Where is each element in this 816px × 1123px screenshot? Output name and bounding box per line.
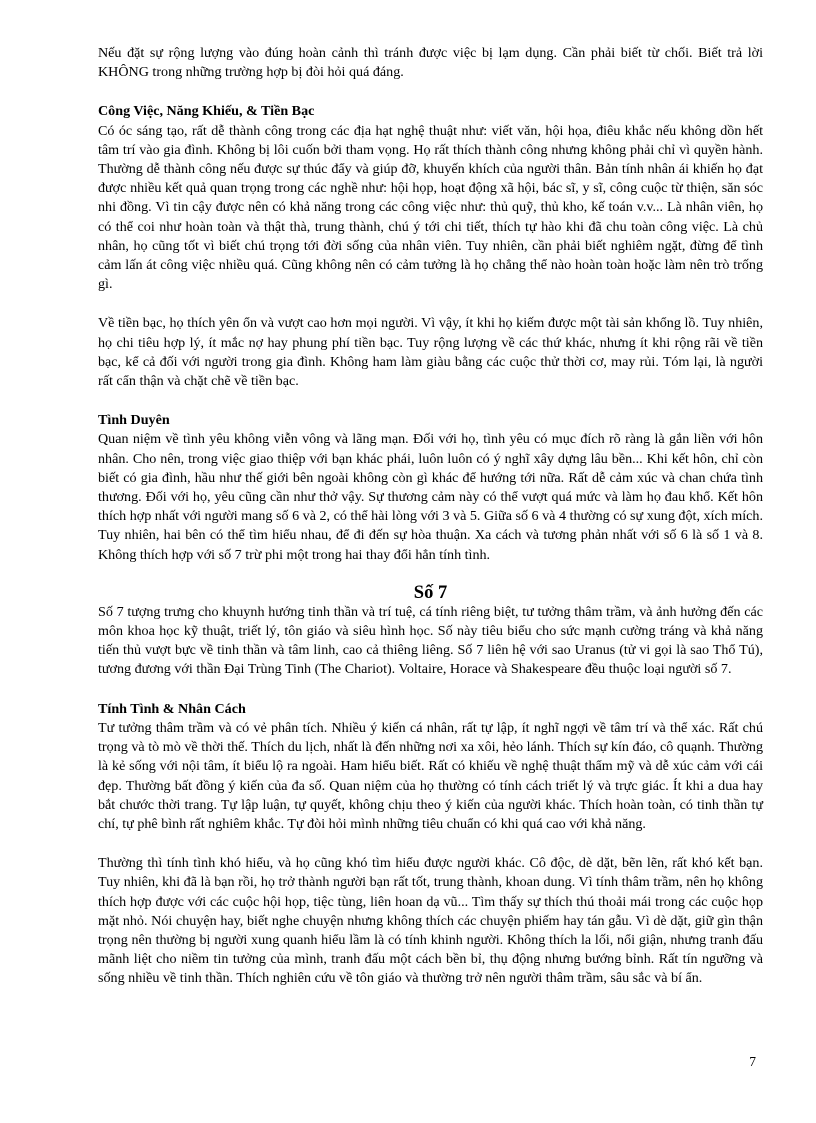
spacer <box>98 294 763 314</box>
spacer <box>98 680 763 700</box>
character-paragraph-2: Thường thì tính tình khó hiểu, và họ cũng khó tìm hiểu được người khác. Cô độc, dè dặt, bẽn lẽn, rất khó kết bạn. Tuy nhiên, khi đã là bạn rồi, họ trở thành người bạn rất tốt, trung thành, khoan dung. Vì tính thâm trầm, nên họ không thích hợp được với các cuộc hội họp, tiệc tùng, liên hoan dạ vũ... Tìm thấy sự thích thú thoải mái trong các cuộc họp mặt nhỏ. Nói chuyện hay, biết nghe chuyện nhưng không thích các chuyện phiếm hay tán gẫu. Vì dè dặt, giữ gìn thận trọng nên thường bị người xung quanh hiểu lầm là có tính khinh người. Không thích la lối, nổi giận, nhưng tranh đấu mãnh liệt cho niềm tin tưởng của mình, tranh đấu một cách bền bỉ, thụ động nhưng bướng bỉnh. Rất tín ngưỡng và sống nhiều về tinh thần. Thích nghiên cứu về tôn giáo và thường trở nên người thâm trầm, sâu sắc và bí ẩn. <box>98 855 763 987</box>
spacer <box>98 565 763 583</box>
seven-paragraph-1: Số 7 tượng trưng cho khuynh hướng tinh thần và trí tuệ, cá tính riêng biệt, tư tưởng thâm trầm, và ảnh hưởng đến các môn khoa học kỹ thuật, triết lý, tôn giáo và siêu hình học. Số này tiêu biểu cho sức mạnh cường tráng và khả năng tiến thủ vượt bực về tinh thần và tâm linh, cao cả thiêng liêng. Số 7 liên hệ với sao Uranus (tử vi gọi là sao Thổ Tú), tương đương với thần Đại Trùng Tinh (The Chariot). Voltaire, Horace và Shakespeare đều thuộc loại người số 7. <box>98 603 763 678</box>
section-number-seven <box>98 583 763 680</box>
spacer <box>98 82 763 102</box>
spacer <box>98 834 763 854</box>
section-work-talent-money <box>98 102 763 391</box>
section-heading-work: Công Việc, Năng Khiếu, & Tiền Bạc <box>98 103 315 120</box>
page-number: 7 <box>749 1054 756 1069</box>
work-paragraph-1: Có óc sáng tạo, rất dễ thành công trong các địa hạt nghệ thuật như: viết văn, hội họa, điêu khắc nếu không dồn hết tâm trí vào gia đình. Không bị lôi cuốn bởi tham vọng. Họ rất thích thành công nhưng không phải chỉ vì quyền hành. Thường dễ thành công nếu được sự thúc đẩy và giúp đỡ, khuyến khích của người thân. Bản tính nhân ái khiến họ đạt được nhiều kết quả quan trọng trong các nghề như: hội họp, hoạt động xã hội, bác sĩ, y sĩ, công cuộc từ thiện, săn sóc nhi đồng. Vì tin cậy được nên có khả năng trong các công việc như: thủ quỹ, thủ kho, kế toán v.v... Là nhân viên, họ có thể coi như hoàn toàn và thật thà, trung thành, chú ý tới chi tiết, thích tự hào khi đã chu toàn công việc. Là chủ nhân, họ cũng tốt vì biết chú trọng tới đời sống của nhân viên. Tuy nhiên, cần phải biết nghiêm ngặt, đừng để tình cảm lấn át công việc nhiều quá. Cũng không nên có cảm tưởng là họ chẳng thể nào hoàn toàn hoặc làm nên trò trống gì. <box>98 122 763 293</box>
section-heading-character: Tính Tình & Nhân Cách <box>98 700 246 717</box>
love-paragraph-1: Quan niệm về tình yêu không viễn vông và lãng mạn. Đối với họ, tình yêu có mục đích rõ ràng là gắn liền với hôn nhân. Cho nên, trong việc giao thiệp với bạn khác phái, luôn luôn có ý nghĩ xây dựng lâu bền... Khi kết hôn, chỉ còn biết có gia đình, hầu như thế giới bên ngoài không còn gì khác để hướng tới nữa. Rất dễ cảm xúc và chan chứa tình thương. Đối với họ, yêu cũng cần như thở vậy. Sự thương cảm này có thể vượt quá mức và làm họ đau khổ. Kết hôn thích hợp nhất với người mang số 6 và 2, có thể hài lòng với 3 và 5. Giữa số 6 và 4 thường có sự xung đột, xích mích. Tuy nhiên, hai bên có thể tìm hiểu nhau, để đi đến sự hòa thuận. Xa cách và tương phản nhất với số 6 là số 1 và 8. Không thích hợp với số 7 trừ phi một trong hai thay đổi hẳn tính tình. <box>98 431 763 563</box>
chapter-title-number-seven: Số 7 <box>413 582 448 603</box>
intro-paragraph: Nếu đặt sự rộng lượng vào đúng hoàn cảnh thì tránh được việc bị lạm dụng. Cần phải biết từ chối. Biết trả lời KHÔNG trong những trường hợp bị đòi hỏi quá đáng. <box>98 45 763 81</box>
work-paragraph-2: Về tiền bạc, họ thích yên ổn và vượt cao hơn mọi người. Vì vậy, ít khi họ kiếm được một tài sản khổng lồ. Tuy nhiên, họ chi tiêu hợp lý, ít mắc nợ hay phung phí tiền bạc. Tuy rộng lượng về các thứ khác, nhưng ít khi rộng rãi về tiền bạc, kể cả đối với người trong gia đình. Không ham làm giàu bằng các cuộc thử thời cơ, may rủi. Tóm lại, là người rất cẩn thận và chặt chẽ về tiền bạc. <box>98 315 763 390</box>
section-love <box>98 411 763 565</box>
document-page <box>98 44 763 989</box>
spacer <box>98 391 763 411</box>
section-character <box>98 700 763 989</box>
character-paragraph-1: Tư tưởng thâm trầm và có vẻ phân tích. Nhiều ý kiến cá nhân, rất tự lập, ít nghĩ ngợi về tâm trí và thể xác. Rất chú trọng và tò mò về thời thế. Thích du lịch, nhất là đến những nơi xa xôi, hẻo lánh. Thích sự kín đáo, cô quạnh. Thường là kẻ sống với nội tâm, ít biểu lộ ra ngoài. Ham hiểu biết. Rất có khiếu về nghệ thuật thẩm mỹ và dễ xúc cảm với cái đẹp. Thường bất đồng ý kiến của đa số. Quan niệm của họ thường có tính cách triết lý và trực giác. Ít khi a dua hay bắt chước thời trang. Tự lập luận, tự quyết, không chịu theo ý kiến của người khác. Thích hoàn toàn, có tinh thần tự chí, tự phê bình rất nghiêm khắc. Tự đòi hỏi mình những tiêu chuẩn có khi quá cao với khả năng. <box>98 719 763 832</box>
section-heading-love: Tình Duyên <box>98 412 170 429</box>
